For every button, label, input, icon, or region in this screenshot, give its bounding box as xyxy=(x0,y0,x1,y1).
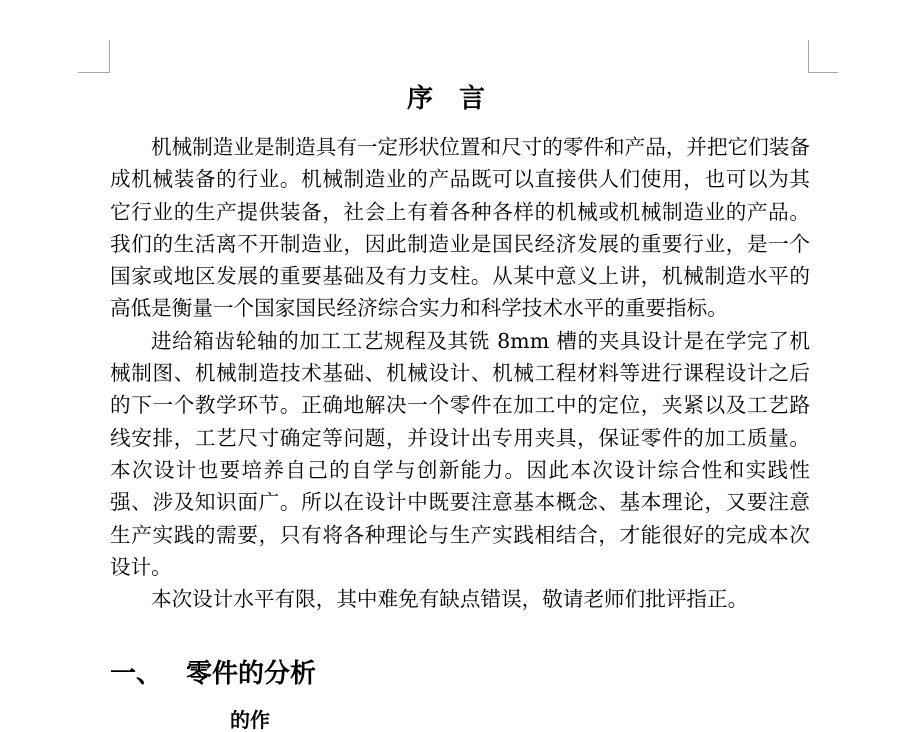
paragraph-design-purpose: 进给箱齿轮轴的加工工艺规程及其铣 8mm 槽的夹具设计是在学完了机械制图、机械制造技术基础、机械设计、机械工程材料等进行课程设计之后的下一个教学环节。正确地解决一个零件在加工中的定位，夹紧以及工艺路线安排，工艺尺寸确定等问题，并设计出专用夹具，保证零件的加工质量。本次设计也要培养自己的自学与创新能力。因此本次设计综合性和实践性强、涉及知识面广。所以在设计中既要注意基本概念、基本理论，又要注意生产实践的需要，只有将各种理论与生产实践相结合，才能很好的完成本次设计。 xyxy=(110,328,810,579)
paragraph-intro: 机械制造业是制造具有一定形状位置和尺寸的零件和产品，并把它们装备成机械装备的行业。机械制造业的产品既可以直接供人们使用，也可以为其它行业的生产提供装备，社会上有着各种各样的机械或机械制造业的产品。我们的生活离不开制造业，因此制造业是国民经济发展的重要行业，是一个国家或地区发展的重要基础及有力支柱。从某中意义上讲，机械制造水平的高低是衡量一个国家国民经济综合实力和科学技术水平的重要指标。 xyxy=(110,135,810,321)
section-heading xyxy=(110,656,316,692)
paragraph-closing: 本次设计水平有限，其中难免有缺点错误，敬请老师们批评指正。 xyxy=(151,587,749,612)
crop-mark-top-right xyxy=(808,40,838,73)
document-body xyxy=(110,131,810,615)
section-number: 一、 xyxy=(110,659,163,689)
page-title: 序言 xyxy=(406,84,511,114)
section-title: 零件的分析 xyxy=(186,659,317,689)
cut-off-subheading: 的作 xyxy=(230,708,270,732)
crop-mark-top-left xyxy=(78,40,110,73)
